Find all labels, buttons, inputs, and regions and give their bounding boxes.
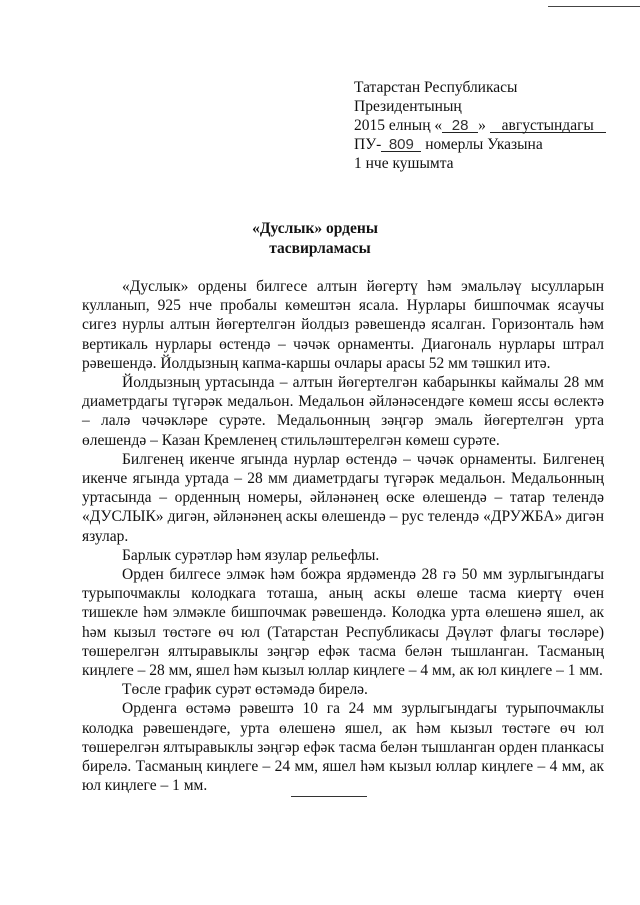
paragraph-1: «Дуслык» ордены билгесе алтын йөгертү һәм эмальләү ысулларын кулланып, 925 нче пробалы көмештән ясала. Нурлары бишпочмак ясаучы сигез нурлы алтын йөгертелгән йолдыз рәвешендә ясалган. Горизонталь һәм вертикаль нурлары өстендә – чәчәк орнаменты. Диагональ нурлары штрал рәвешендә. Йолдызның капма-каршы очлары арасы 52 мм тәшкил итә.: [82, 278, 604, 372]
paragraph-2: Йолдызның уртасында – алтын йөгертелгән кабарынкы каймалы 28 мм диаметрдагы түгәрәк медальон. Медальон әйләнәсендәге көмеш яссы өслектә – лалә чәчәкләре сурәте. Медальонның зәңгәр эмаль йөгертелгән урта өлешендә – Казан Кремленең стильләштерелгән көмеш сурәте.: [82, 374, 604, 449]
title-line-order-name: «Дуслык» ордены: [252, 220, 378, 237]
appendix-line-republic: Татарстан Республикасы: [354, 79, 518, 96]
appendix-line-attachment: 1 нче кушымта: [354, 155, 454, 172]
date-month-field: [490, 116, 606, 135]
date-day-handwritten: 28: [451, 117, 469, 134]
appendix-block: [354, 78, 634, 173]
title-line-description: тасвирламасы: [269, 240, 371, 257]
paragraph-4: Барлык сурәтләр һәм язулар рельефлы.: [122, 546, 380, 564]
date-day-field: [442, 116, 478, 135]
document-title: [0, 219, 640, 259]
appendix-line-date: [354, 116, 634, 135]
paragraph-5: Орден билгесе элмәк һәм божра ярдәмендә 28 гә 50 мм зурлыгындагы турыпочмаклы колодкага тоташа, аның аскы өлеше тасма киертү өчен тишекле һәм элмәкле бишпочмак рәвешендә. Колодка урта өлешенә яшел, ак һәм кызыл төстәге өч юл (Татарстан Республикасы Дәүләт флагы төсләре) төшерелгән ялтыравыклы зәңгәр ефәк тасма белән тышланган. Тасманың киңлеге – 28 мм, яшел һәм кызыл юллар киңлеге – 4 мм, ак юл киңлеге – 1 мм.: [82, 566, 604, 680]
paragraph-7: Орденга өстәмә рәвештә 10 га 24 мм зурлыгындагы турыпочмаклы колодка рәвешендәге, урта өлешенә яшел, ак һәм кызыл төстәге өч юл төшерелгән ялтыравыклы зәңгәр ефәк тасма белән тышланган орден планкасы бирелә. Тасманың киңлеге – 24 мм, яшел һәм кызыл юллар киңлеге – 4 мм, ак юл киңлеге – 1 мм.: [82, 700, 604, 795]
decree-number-handwritten: 809: [388, 136, 414, 153]
number-suffix: номерлы Указына: [425, 136, 543, 153]
paragraph-3: Билгенең икенче ягында нурлар өстендә – чәчәк орнаменты. Билгенең икенче ягында уртада – 28 мм диаметрдагы түгәрәк медальон. Медальонның уртасында – орденның номеры, әйләнәнең өске өлешендә – татар телендә «ДУСЛЫК» дигән, әйләнәнең аскы өлешендә – рус телендә «ДРУЖБА» дигән язулар.: [82, 450, 604, 545]
number-prefix: ПУ-: [354, 136, 382, 153]
date-month-text: августындагы: [501, 117, 594, 134]
document-body: [82, 277, 604, 795]
appendix-line-president: Президентының: [354, 98, 462, 115]
date-close-quote: »: [478, 117, 486, 134]
decree-number-field: [381, 135, 421, 154]
date-prefix: 2015 елның «: [354, 117, 443, 134]
appendix-line-decree-number: [354, 135, 634, 154]
end-divider-line: [291, 796, 367, 797]
paragraph-6: Төсле график сурәт өстәмәдә бирелә.: [122, 681, 368, 699]
top-divider-line: [548, 6, 640, 7]
